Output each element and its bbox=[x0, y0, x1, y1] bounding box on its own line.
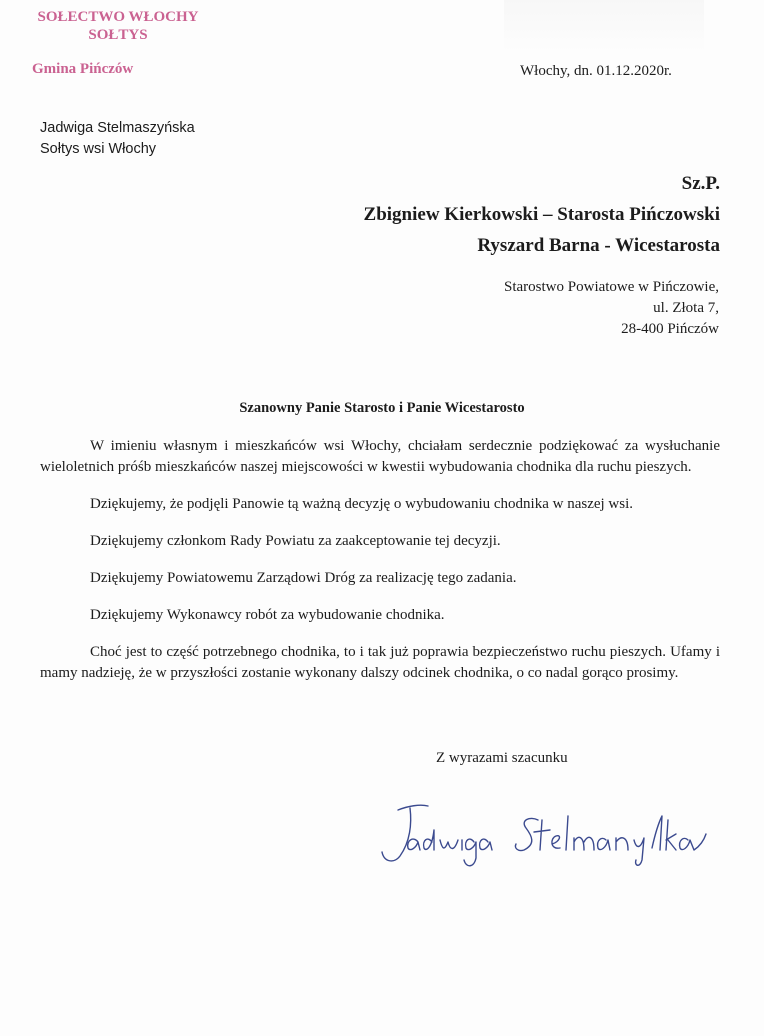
stamp-line-3: Gmina Pińczów bbox=[32, 61, 134, 77]
sender-block bbox=[40, 118, 195, 160]
letter-body bbox=[40, 436, 720, 684]
official-stamp bbox=[18, 8, 218, 78]
recipient-heading bbox=[364, 168, 720, 261]
sender-name: Jadwiga Stelmaszyńska bbox=[40, 120, 195, 136]
closing-phrase: Z wyrazami szacunku bbox=[436, 750, 568, 766]
paragraph: Choć jest to część potrzebnego chodnika, to i tak już poprawia bezpieczeństwo ruchu pieszych. Ufamy i mamy nadzieję, że w przyszłości zostanie wykonany dalszy odcinek chodnika, o co nadal gorąco prosimy. bbox=[40, 644, 720, 681]
recipient-honorific: Sz.P. bbox=[681, 173, 720, 194]
paragraph: W imieniu własnym i mieszkańców wsi Włochy, chciałam serdecznie podziękować za wysłuchanie wieloletnich próśb mieszkańców naszej miejscowości w kwestii wybudowania chodnika dla ruchu pieszych. bbox=[40, 438, 720, 475]
recipient-line-1: Zbigniew Kierkowski – Starosta Pińczowski bbox=[363, 204, 720, 225]
salutation: Szanowny Panie Starosto i Panie Wicestarosto bbox=[239, 400, 525, 416]
stamp-line-1: SOŁECTWO WŁOCHY bbox=[37, 9, 199, 25]
address-street: ul. Złota 7, bbox=[653, 300, 719, 316]
scan-artifact bbox=[504, 0, 704, 52]
address-office: Starostwo Powiatowe w Pińczowie, bbox=[504, 279, 719, 295]
stamp-line-2: SOŁTYS bbox=[88, 27, 148, 43]
letter-date: Włochy, dn. 01.12.2020r. bbox=[520, 63, 672, 79]
sender-title: Sołtys wsi Włochy bbox=[40, 141, 157, 157]
recipient-line-2: Ryszard Barna - Wicestarosta bbox=[477, 235, 720, 256]
paragraph: Dziękujemy członkom Rady Powiatu za zaakceptowanie tej decyzji. bbox=[90, 533, 501, 549]
signature-drawing bbox=[370, 790, 740, 880]
handwritten-signature bbox=[370, 790, 740, 880]
paragraph: Dziękujemy, że podjęli Panowie tą ważną decyzję o wybudowaniu chodnika w naszej wsi. bbox=[90, 496, 634, 512]
paragraph: Dziękujemy Powiatowemu Zarządowi Dróg za realizację tego zadania. bbox=[90, 570, 517, 586]
paragraph: Dziękujemy Wykonawcy robót za wybudowanie chodnika. bbox=[90, 607, 445, 623]
recipient-address bbox=[504, 277, 719, 340]
address-city: 28-400 Pińczów bbox=[621, 321, 719, 337]
